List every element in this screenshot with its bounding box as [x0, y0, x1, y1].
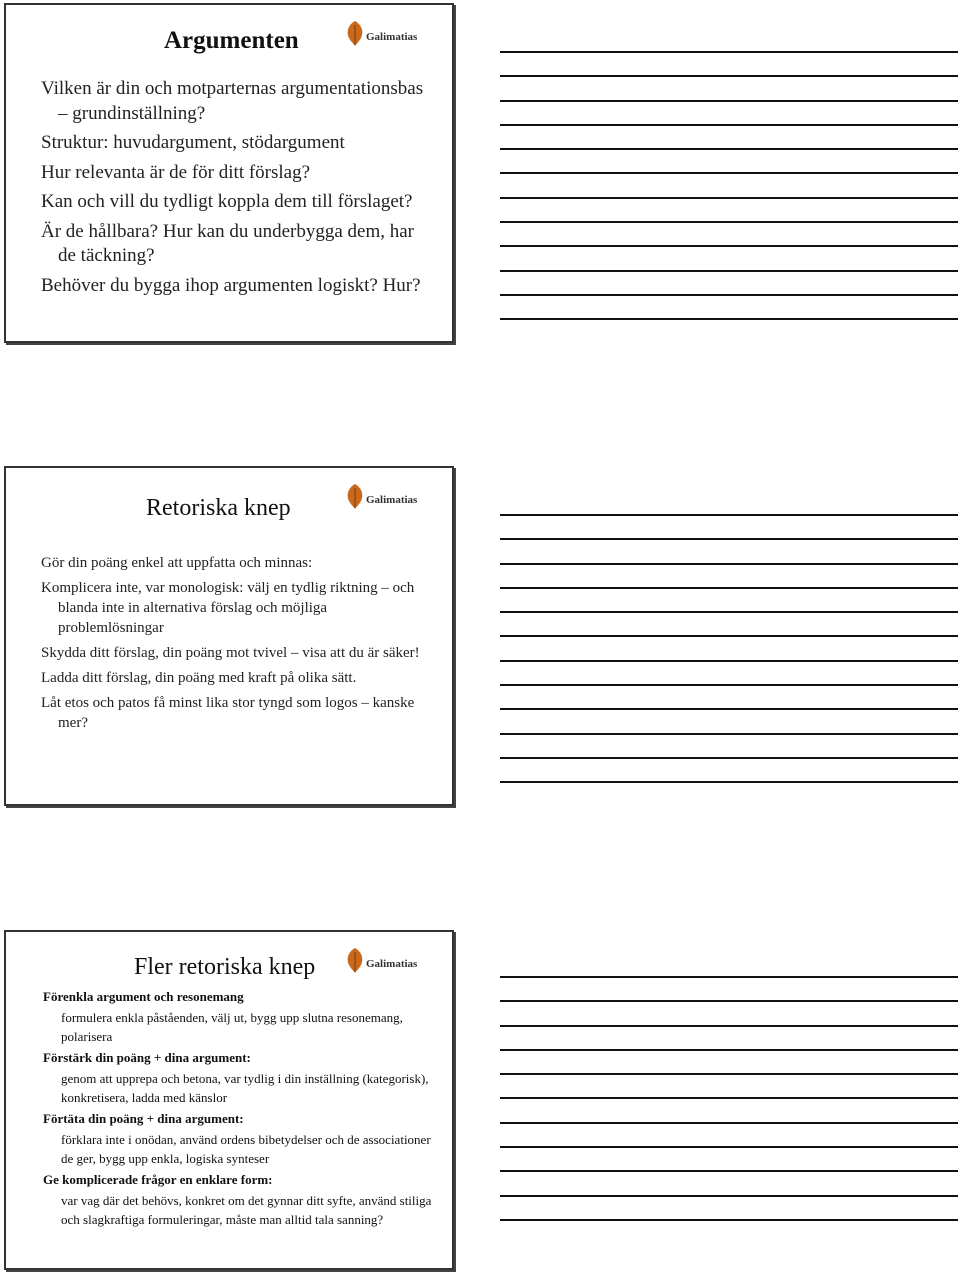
section-text: var vag där det behövs, konkret om det gynnar ditt syfte, använd stiliga och slagkraftiga formuleringar, måste man alltid tala sanning? [61, 1193, 432, 1227]
note-line [500, 1000, 958, 1002]
list-item: Behöver du bygga ihop argumenten logiskt? Hur? [41, 274, 421, 296]
note-line [500, 1049, 958, 1051]
note-line [500, 172, 958, 174]
note-line [500, 270, 958, 272]
note-line [500, 245, 958, 247]
note-line [500, 221, 958, 223]
list-item: Vilken är din och motparternas argumentationsbas – grundinställning? [41, 78, 424, 124]
note-line [500, 1195, 958, 1197]
section-heading: Förstärk din poäng + dina argument: [43, 1050, 251, 1065]
section-heading: Förtäta din poäng + dina argument: [43, 1111, 244, 1126]
slide-argumenten [4, 3, 454, 343]
sections [43, 987, 432, 1231]
note-line [500, 684, 958, 686]
list-item: Kan och vill du tydligt koppla dem till förslaget? [41, 191, 413, 212]
leaf-logo-icon [344, 19, 366, 47]
note-line [500, 1097, 958, 1099]
slide-title: Argumenten [164, 27, 299, 54]
note-line [500, 1146, 958, 1148]
note-line [500, 197, 958, 199]
slide-title: Retoriska knep [146, 495, 291, 521]
note-line [500, 587, 958, 589]
galimatias-logo [344, 19, 422, 49]
bullet-list [41, 77, 434, 303]
logo-text: Galimatias [366, 31, 418, 43]
note-lines [500, 514, 958, 806]
note-line [500, 514, 958, 516]
note-line [500, 563, 958, 565]
leaf-logo-icon [344, 482, 366, 510]
bullet-list [41, 553, 434, 738]
note-line [500, 124, 958, 126]
list-item: Struktur: huvudargument, stödargument [41, 132, 345, 153]
note-lines [500, 976, 958, 1243]
section-text: formulera enkla påståenden, välj ut, bygg upp slutna resonemang, polarisera [61, 1010, 403, 1044]
section-text: genom att upprepa och betona, var tydlig i din inställning (kategorisk), konkretisera, ladda med känslor [61, 1071, 429, 1105]
note-line [500, 318, 958, 320]
section-heading: Förenkla argument och resonemang [43, 989, 244, 1004]
leaf-logo-icon [344, 946, 366, 974]
section-text: förklara inte i onödan, använd ordens bibetydelser och de associationer de ger, bygg upp enkla, logiska synteser [61, 1132, 431, 1166]
galimatias-logo [344, 482, 422, 512]
galimatias-logo [344, 946, 422, 976]
list-item: Gör din poäng enkel att uppfatta och minnas: [41, 555, 313, 571]
note-line [500, 148, 958, 150]
list-item: Komplicera inte, var monologisk: välj en tydlig riktning – och blanda inte in alternativa förslag och möjliga problemlösningar [41, 580, 415, 636]
note-line [500, 757, 958, 759]
note-line [500, 733, 958, 735]
note-line [500, 660, 958, 662]
list-item: Är de hållbara? Hur kan du underbygga dem, har de täckning? [41, 220, 414, 266]
note-line [500, 635, 958, 637]
note-line [500, 781, 958, 783]
note-line [500, 708, 958, 710]
note-line [500, 294, 958, 296]
note-lines [500, 51, 958, 343]
note-line [500, 976, 958, 978]
note-line [500, 100, 958, 102]
slide-fler-retoriska-knep [4, 930, 454, 1270]
note-line [500, 1025, 958, 1027]
note-line [500, 1219, 958, 1221]
note-line [500, 51, 958, 53]
note-line [500, 538, 958, 540]
slide-retoriska-knep [4, 466, 454, 806]
list-item: Låt etos och patos få minst lika stor tyngd som logos – kanske mer? [41, 695, 415, 731]
note-line [500, 1122, 958, 1124]
note-line [500, 1170, 958, 1172]
list-item: Hur relevanta är de för ditt förslag? [41, 161, 311, 183]
note-line [500, 1073, 958, 1075]
list-item: Ladda ditt förslag, din poäng med kraft på olika sätt. [41, 670, 357, 686]
note-line [500, 611, 958, 613]
note-line [500, 75, 958, 77]
logo-text: Galimatias [366, 494, 418, 506]
slide-title: Fler retoriska knep [134, 954, 316, 980]
logo-text: Galimatias [366, 958, 418, 970]
list-item: Skydda ditt förslag, din poäng mot tvivel – visa att du är säker! [41, 645, 420, 661]
section-heading: Ge komplicerade frågor en enklare form: [43, 1172, 273, 1187]
